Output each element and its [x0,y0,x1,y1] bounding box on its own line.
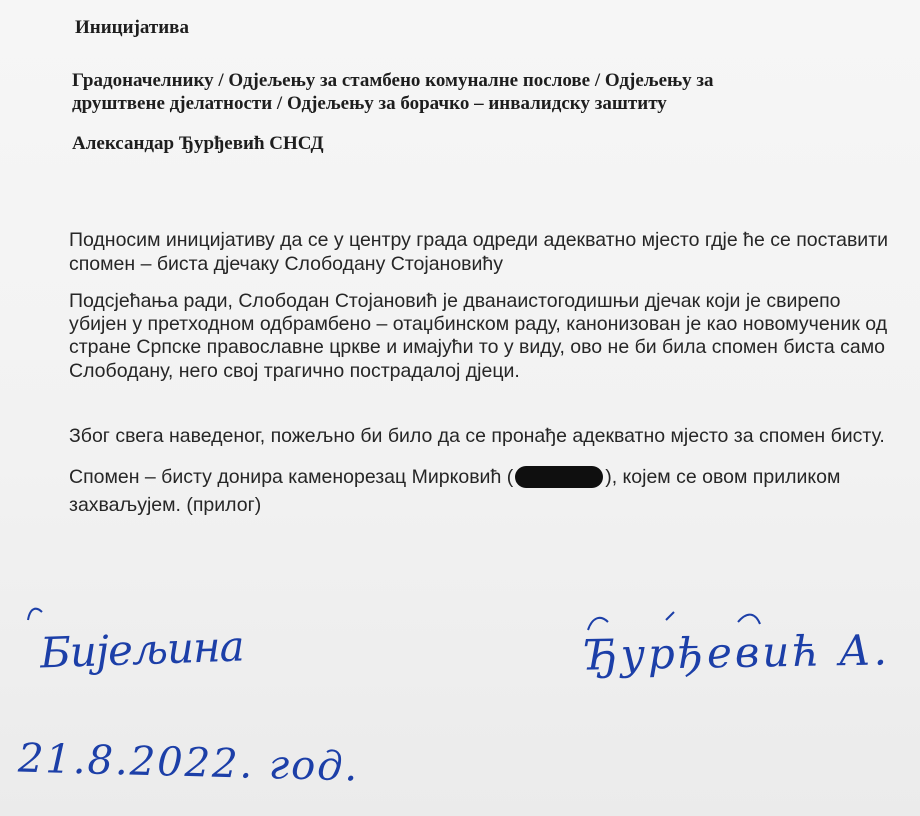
paragraph-2-line-1: Подсјећања ради, Слободан Стојановић је дванаистогодишњи дјечак који је свирепо [69,290,841,312]
place-underflourish [10,598,200,678]
paragraph-4-line-1 [69,466,840,488]
document-heading: Иницијатива [75,17,189,38]
paragraph-4-after-redaction: ), којем се овом приликом [605,466,841,488]
paragraph-1-line-1: Подносим иницијативу да се у центру града одреди адекватно мјесто гдје ће се поставити [69,229,889,251]
addressee-line-1: Градоначелнику / Одјељењу за стамбено комуналне послове / Одјељењу за [72,70,714,91]
paragraph-3: Због свега наведеног, пожељно би било да се пронађе адекватно мјесто за спомен бисту. [69,425,885,447]
addressee-line-2: друштвене дјелатности / Одјељењу за борачко – инвалидску заштиту [72,93,667,114]
handwritten-date: 21.8.2022. год. [17,735,360,791]
signature: Ђурђевић А. [583,625,891,680]
paragraph-2-line-2: убијен у претходном одбрамбено – отаџбинском раду, канонизован је као новомученик од [69,313,888,335]
paragraph-1-line-2: спомен – биста дјечаку Слободану Стојановићу [69,253,504,275]
redaction-mark [515,466,603,488]
paragraph-2-line-4: Слободану, него свој трагично пострадалој дјеци. [69,360,520,382]
paragraph-4-before-redaction: Спомен – бисту донира каменорезац Мирковић ( [69,466,514,488]
signature-flourish [578,600,888,710]
paragraph-4-line-2: захваљујем. (прилог) [69,494,262,516]
handwritten-place: Бијељина [39,621,245,678]
paragraph-2-line-3: стране Српске православне цркве и имајући то у виду, ово не би била спомен биста само [69,336,885,358]
author-name: Александар Ђурђевић СНСД [72,133,324,154]
